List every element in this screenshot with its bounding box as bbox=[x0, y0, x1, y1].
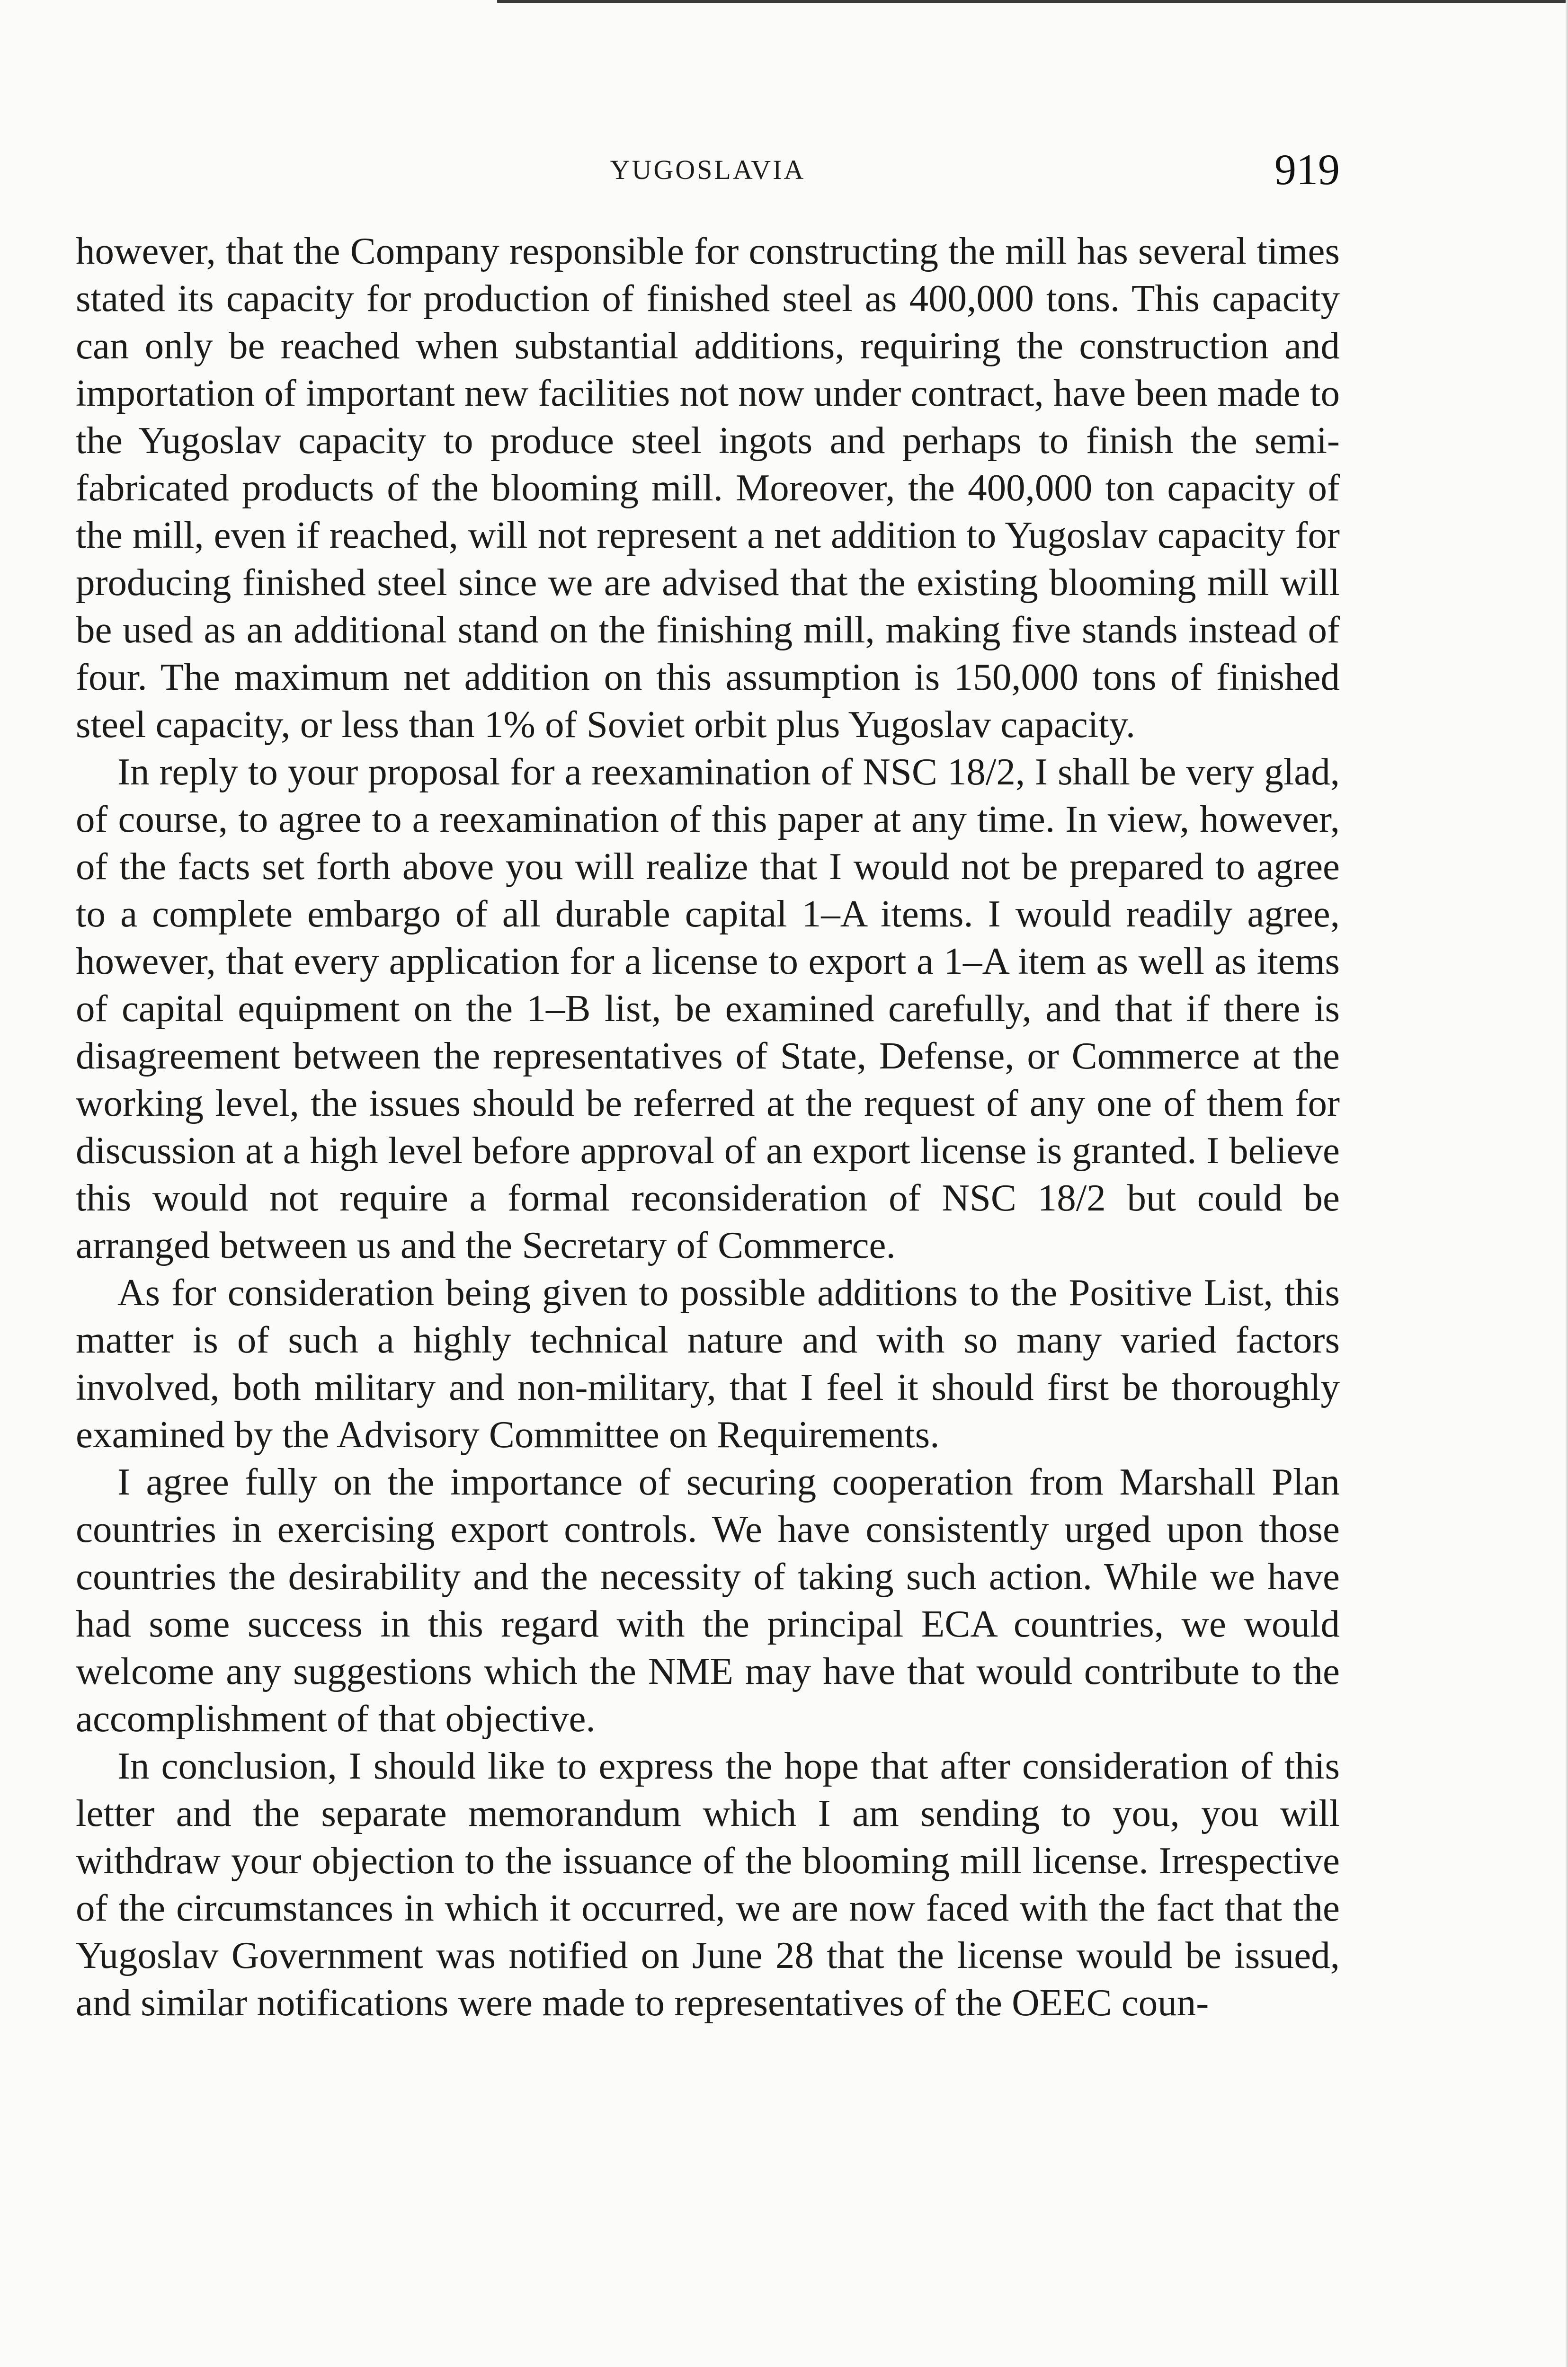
scan-edge-shadow bbox=[1566, 0, 1568, 2367]
paragraph-nsc-reexamination: In reply to your proposal for a reexamination of NSC 18/2, I shall be very glad, of course, to agree to a reexamination of this paper at any time. In view, however, of the facts set forth above you will realize that I would not be prepared to agree to a complete embargo of all durable capital 1–A items. I would readily agree, however, that every application for a license to export a 1–A item as well as items of capital equipment on the 1–B list, be examined carefully, and that if there is disagreement between the representatives of State, Defense, or Commerce at the working level, the issues should be referred at the request of any one of them for discussion at a high level before approval of an export license is granted. I believe this would not require a formal reconsideration of NSC 18/2 but could be arranged between us and the Secretary of Commerce. bbox=[76, 750, 1340, 1266]
paragraph-positive-list: As for consideration being given to possible additions to the Positive List, this matter is of such a highly technical nature and with so many varied factors involved, both military and non-military, that I feel it should first be thoroughly examined by the Advisory Committee on Requirements. bbox=[76, 1271, 1340, 1456]
running-head: YUGOSLAVIA bbox=[610, 154, 806, 185]
paragraph-conclusion: In conclusion, I should like to express the hope that after consideration of this letter and the separate memorandum which I am sending to you, you will withdraw your objection to the issuance of the blooming mill license. Irrespective of the circumstances in which it occurred, we are now faced with the fact that the Yugoslav Government was notified on June 28 that the license would be issued, and similar notifications were made to representatives of the OEEC coun- bbox=[76, 1744, 1340, 2024]
body-text bbox=[76, 227, 1340, 2026]
paragraph-marshall-plan: I agree fully on the importance of securing cooperation from Marshall Plan countries in exercising export controls. We have consistently urged upon those countries the desirability and the necessity of taking such action. While we have had some success in this regard with the principal ECA countries, we would welcome any suggestions which the NME may have that would contribute to the accomplishment of that objective. bbox=[76, 1460, 1340, 1740]
page-number: 919 bbox=[1274, 145, 1340, 194]
page-header bbox=[76, 144, 1340, 201]
paragraph-continued: however, that the Company responsible for constructing the mill has several times stated its capacity for production of finished steel as 400,000 tons. This capacity can only be reached when substantial additions, requiring the construction and importation of important new facilities not now under contract, have been made to the Yugoslav capacity to produce steel ingots and perhaps to finish the semi-fabricated products of the blooming mill. Moreover, the 400,000 ton capacity of the mill, even if reached, will not represent a net addition to Yugoslav capacity for producing finished steel since we are advised that the existing blooming mill will be used as an additional stand on the finishing mill, making five stands instead of four. The maximum net addition on this assumption is 150,000 tons of finished steel capacity, or less than 1% of Soviet orbit plus Yugoslav capacity. bbox=[76, 230, 1340, 746]
scan-edge-line bbox=[497, 0, 1568, 3]
